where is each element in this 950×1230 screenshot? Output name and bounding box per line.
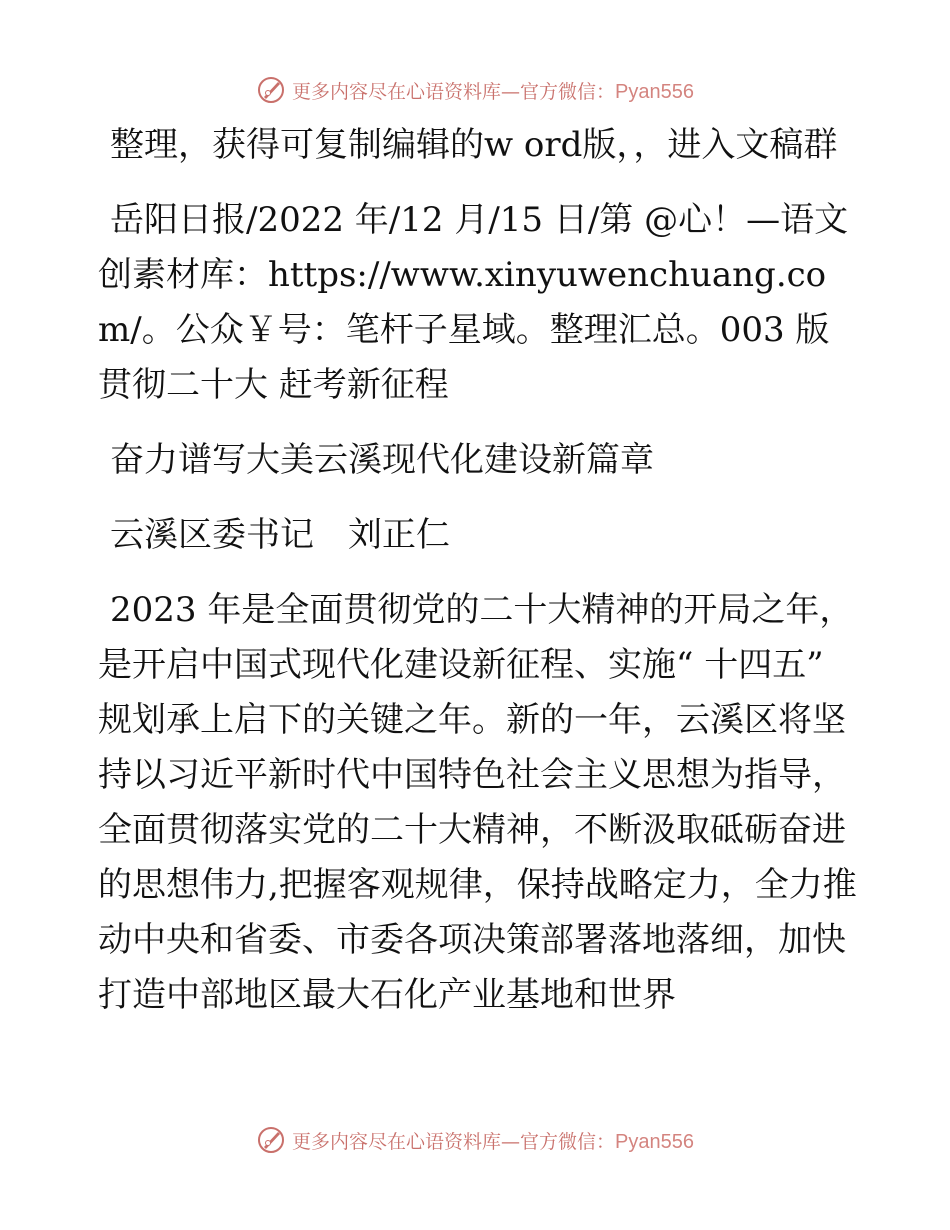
watermark-text: 更多内容尽在心语资料库—官方微信：Pyan556 xyxy=(292,1130,694,1153)
paragraph-intro: 整理，获得可复制编辑的w ord版，，进入文稿群 xyxy=(110,125,838,165)
quill-seal-icon xyxy=(256,75,286,105)
article-author: 云溪区委书记 刘正仁 xyxy=(110,515,450,555)
wechat-id: Pyan556 xyxy=(615,1130,694,1153)
article-title: 奋力谱写大美云溪现代化建设新篇章 xyxy=(110,440,654,480)
quill-seal-icon xyxy=(256,1125,286,1155)
footer-watermark xyxy=(0,1122,950,1158)
paragraph-body: 2023 年是全面贯彻党的二十大精神的开局之年，是开启中国式现代化建设新征程、实施“ 十四五” 规划承上启下的关键之年。新的一年，云溪区将坚持以习近平新时代中国特色社会主义思想为指导，全面贯彻落实党的二十大精神，不断汲取砥砺奋进的思想伟力,把握客观规律，保持战略定力，全力推动中央和省委、市委各项决策部署落地落细，加快打造中部地区最大石化产业基地和世界 xyxy=(98,590,857,1015)
document-body xyxy=(98,118,858,1023)
wechat-id: Pyan556 xyxy=(615,80,694,103)
paragraph-source: 岳阳日报/2022 年/12 月/15 日/第 @心！—语文创素材库：https://www.xinyuwenchuang.com/。公众￥号：笔杆子星域。整理汇总。003 版贯彻二十大 赶考新征程 xyxy=(98,200,849,405)
header-watermark xyxy=(0,72,950,108)
watermark-text: 更多内容尽在心语资料库—官方微信：Pyan556 xyxy=(292,80,694,103)
